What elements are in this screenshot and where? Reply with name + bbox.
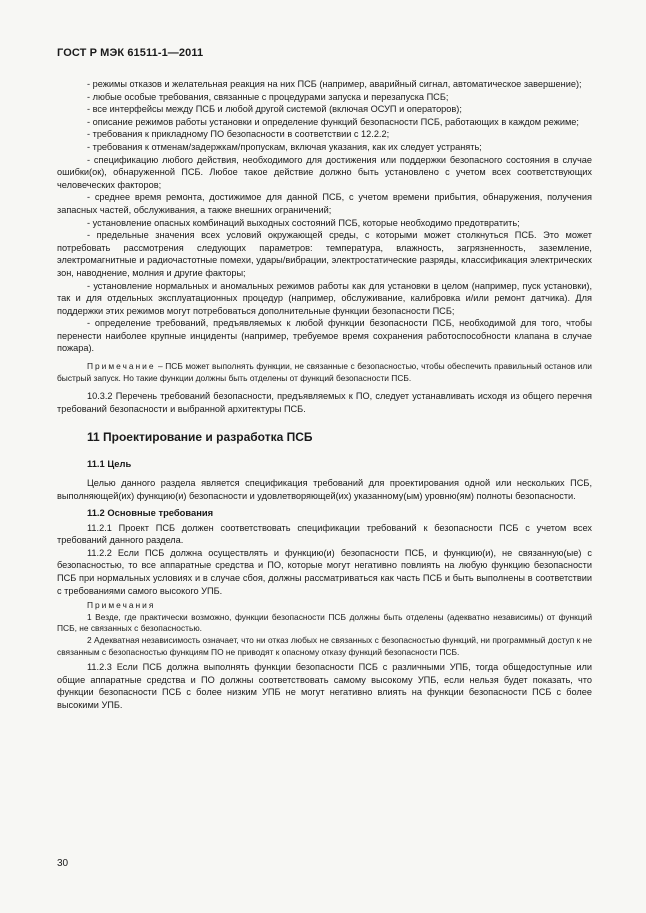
note-text: – ПСБ может выполнять функции, не связанные с безопасностью, чтобы обеспечить правильный останов или быстрый запуск. Но такие функции должны быть отделены от функций безопасности ПСБ. [57, 361, 592, 383]
list-item: - требования к прикладному ПО безопасности в соответствии с 12.2.2; [87, 129, 390, 140]
note-label: Примечание [87, 361, 156, 372]
list-item: - определение требований, предъявляемых к любой функции безопасности ПСБ, необходимой для того, чтобы перенести наиболее крупные инциденты (например, требуемое время сохранения работоспособности клапана в случае пожара). [57, 318, 592, 354]
list-item: - предельные значения всех условий окружающей среды, с которыми может столкнуться ПСБ. Это может потребовать рассмотрения следующих параметров: температура, влажность, загрязненность, заземление, электромагнитные и радиочастотные помехи, удары/вибрации, электростатические разряды, классификация электрических зон, наводнение, молния и другие факторы; [57, 230, 592, 278]
list-item: - требования к отменам/задержкам/пропускам, включая указания, как их следует устранять; [87, 141, 482, 152]
list-item: - установление нормальных и аномальных режимов работы как для установки в целом (например, пуск установки), так и для отдельных эксплуатационных процедур (например, обслуживание, калибровка и/или ремонт датчика). Для поддержки этих режимов могут потребоваться дополнительные функции безопасности ПСБ; [57, 280, 592, 316]
note-11-2-2-1: 1 Везде, где практически возможно, функции безопасности ПСБ должны быть отделены (адекватно независимы) от функций ПСБ, не связанных с безопасностью. [57, 611, 592, 634]
note-11-2-2-2: 2 Адекватная независимость означает, что ни отказ любых не связанных с безопасностью функций, ни программный доступ к не связанным с безопасностью функциям ПО не приводят к опасному отказу функций безопасности ПСБ. [57, 634, 592, 657]
paragraph-11-2-2: 11.2.2 Если ПСБ должна осуществлять и функцию(и) безопасности ПСБ, и функцию(и), не связанную(ые) с безопасностью, то все аппаратные средства и ПО, которые могут негативно повлиять на любую функцию безопасности ПСБ при нормальных условиях и в случае сбоя, должны рассматриваться как часть ПСБ и быть выполнены в соответствии с требованиями самого высокого УПБ. [57, 547, 592, 596]
paragraph-11-2-3: 11.2.3 Если ПСБ должна выполнять функции безопасности ПСБ с различными УПБ, тогда общедоступные или общие аппаратные средства и ПО должны соответствовать самому высокому УПБ, если нельзя будет показать, что функции безопасности ПСБ с более низким УПБ не могут негативно влиять на функции безопасности ПСБ с более высокими УПБ. [57, 662, 592, 710]
paragraph-11-2-1: 11.2.1 Проект ПСБ должен соответствовать спецификации требований к безопасности ПСБ с учетом всех требований данного раздела. [57, 522, 592, 546]
document-body [57, 78, 592, 712]
list-item: - описание режимов работы установки и определение функций безопасности ПСБ, работающих в каждом режиме; [87, 116, 579, 127]
page-number: 30 [57, 858, 69, 869]
standard-header: ГОСТ Р МЭК 61511-1—2011 [57, 47, 204, 59]
list-item: - все интерфейсы между ПСБ и любой другой системой (включая ОСУП и операторов); [87, 104, 462, 115]
list-item: - спецификацию любого действия, необходимого для достижения или поддержки безопасного состояния в случае ошибки(ок), обнаруженной ПСБ. Любое такое действие должно быть установлено с учетом всех соответствующих человеческих факторов; [57, 154, 592, 190]
subsection-title-11-2: 11.2 Основные требования [87, 506, 214, 518]
paragraph-10-3-2: 10.3.2 Перечень требований безопасности, предъявляемых к ПО, следует устанавливать исходя из общего перечня требований безопасности и выбранной архитектуры ПСБ. [57, 391, 592, 414]
list-item: - режимы отказов и желательная реакция на них ПСБ (например, аварийный сигнал, автоматическое завершение); [87, 79, 582, 89]
paragraph-11-1: Целью данного раздела является спецификация требований для проектирования одной или нескольких ПСБ, выполняющей(их) функцию(и) безопасности и удовлетворяющей(их) указанному(ым) уровню(ям) полноты безопасности. [57, 478, 592, 502]
note-10-3-1 [57, 361, 592, 384]
subsection-title-11-1: 11.1 Цель [87, 458, 132, 470]
notes-label: Примечания [87, 600, 156, 611]
section-title-11: 11 Проектирование и разработка ПСБ [87, 430, 313, 445]
list-item: - установление опасных комбинаций выходных состояний ПСБ, которые необходимо предотвратить; [87, 217, 520, 228]
list-item: - любые особые требования, связанные с процедурами запуска и перезапуска ПСБ; [87, 91, 449, 102]
list-item: - среднее время ремонта, достижимое для данной ПСБ, с учетом времени прибытия, обнаружения, получения запасных частей, обслуживания, а также внешних ограничений; [57, 192, 592, 215]
